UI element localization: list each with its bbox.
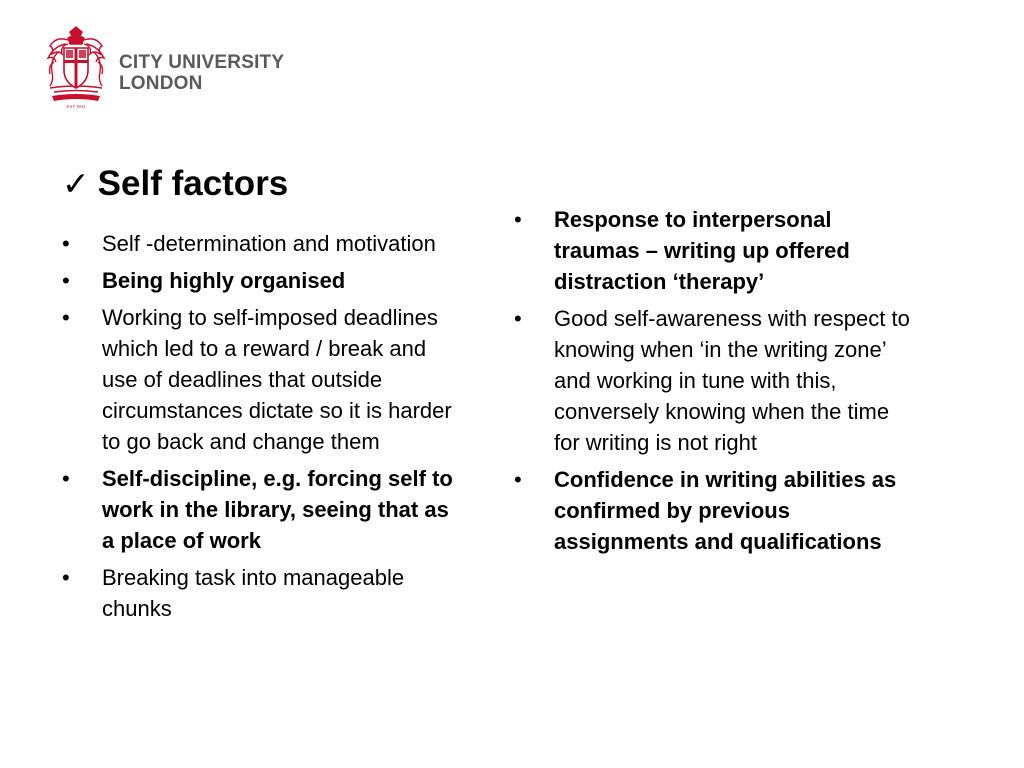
university-logo xyxy=(44,26,304,112)
slide-title xyxy=(62,160,288,208)
logo-line-2: LONDON xyxy=(119,73,203,94)
bullet-icon: • xyxy=(514,467,522,492)
bullet-text: Working to self-imposed deadlines which led to a reward / break and use of deadlines that outside circumstances dictate so it is harder to go back and change them xyxy=(102,305,452,454)
bullet-item xyxy=(62,302,456,457)
bullet-icon: • xyxy=(62,268,70,293)
logo-wordmark xyxy=(119,52,284,94)
bullet-text: Being highly organised xyxy=(102,268,346,293)
bullet-item xyxy=(62,265,456,296)
bullet-text: Response to interpersonal traumas – writing up offered distraction ‘therapy’ xyxy=(554,207,850,294)
bullet-item xyxy=(514,204,914,297)
bullet-icon: • xyxy=(62,231,70,256)
city-university-crest-icon xyxy=(44,26,108,110)
bullet-item xyxy=(514,303,914,458)
check-icon: ✓ xyxy=(62,164,90,203)
bullet-text: Confidence in writing abilities as confirmed by previous assignments and qualifications xyxy=(554,467,897,554)
right-bullet-list xyxy=(514,204,914,563)
logo-line-1: CITY UNIVERSITY xyxy=(119,52,285,73)
bullet-item xyxy=(62,463,456,556)
bullet-item xyxy=(62,228,456,259)
bullet-text: Self-discipline, e.g. forcing self to work in the library, seeing that as a place of work xyxy=(102,466,453,553)
left-bullet-list xyxy=(62,228,456,630)
bullet-icon: • xyxy=(62,565,70,590)
bullet-icon: • xyxy=(514,207,522,232)
slide-title-text: Self factors xyxy=(97,164,289,203)
bullet-icon: • xyxy=(514,306,522,331)
bullet-text: Self -determination and motivation xyxy=(102,231,436,256)
bullet-text: Breaking task into manageable chunks xyxy=(102,565,405,621)
bullet-item xyxy=(514,464,914,557)
est-year-label: EST 1894 xyxy=(66,104,86,109)
bullet-icon: • xyxy=(62,466,70,491)
bullet-item xyxy=(62,562,456,624)
bullet-icon: • xyxy=(62,305,70,330)
bullet-text: Good self-awareness with respect to knowing when ‘in the writing zone’ and working in tune with this, conversely knowing when the time for writing is not right xyxy=(554,306,910,455)
